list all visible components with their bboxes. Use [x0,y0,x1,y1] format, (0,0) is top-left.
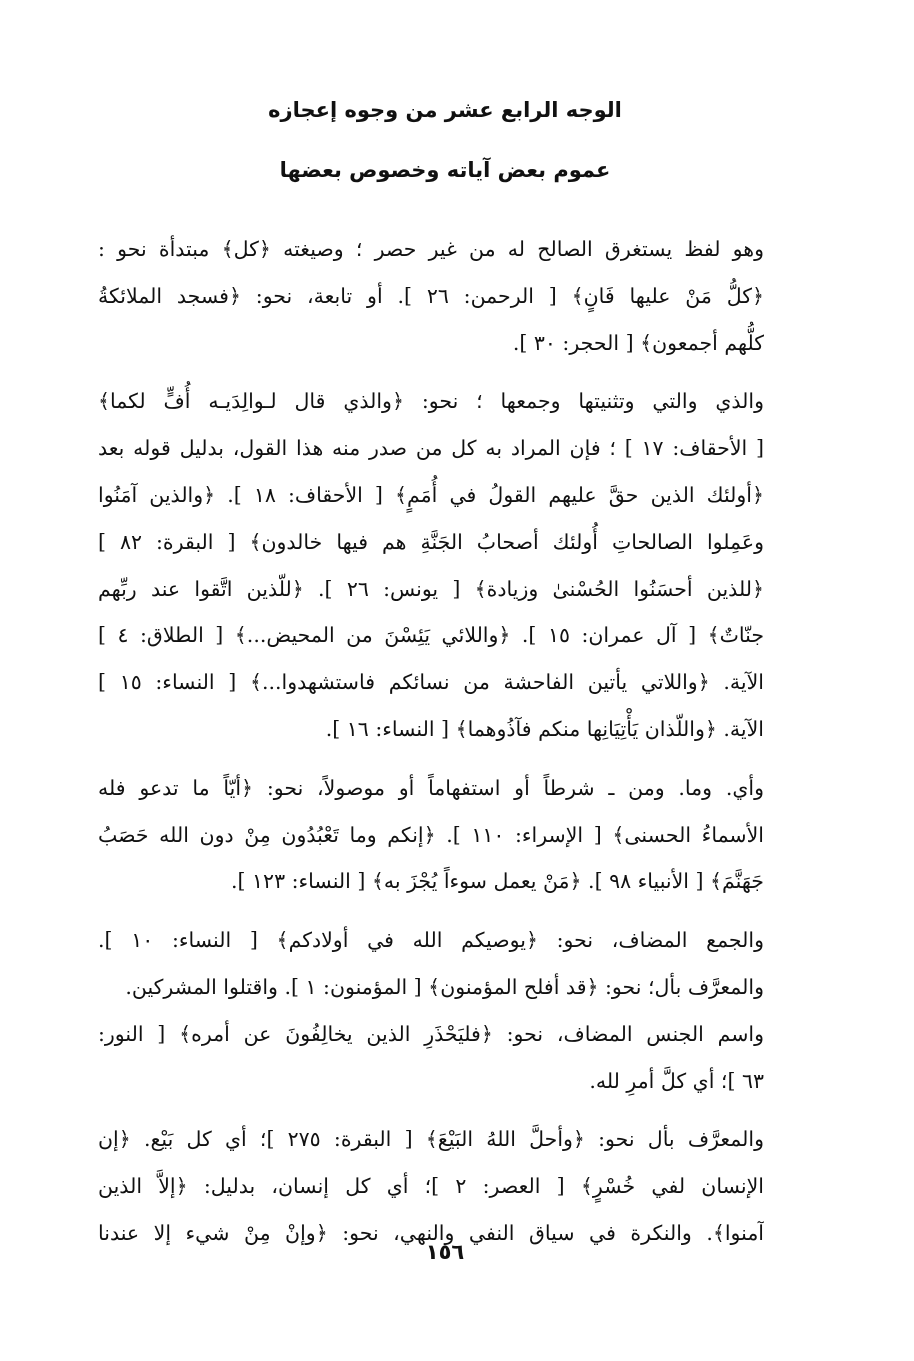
text-line: والجمع المضاف، نحو: ﴿يوصيكم الله في أولادكم﴾ [ النساء: ١٠ ]. [98,928,764,953]
text-line: الأسماءُ الحسنى﴾ [ الإسراء: ١١٠ ]. ﴿إنكم وما تَعْبُدُون مِنْ دون الله حَصَبُ [98,822,764,847]
text-line: وعَمِلوا الصالحاتِ أُولئك أصحابُ الجَنَّةِ هم فيها خالدون﴾ [ البقرة: ٨٢ ] [98,529,764,554]
text-line: ٦٣ ]؛ أي كلَّ أمرِ لله. [589,1068,764,1093]
text-line: آمنوا﴾. والنكرة في سياق النفي والنهي، نحو: ﴿وإنْ مِنْ شيء إلا عندنا [98,1220,764,1245]
text-line: والذي والتي وتثنيتها وجمعها ؛ نحو: ﴿والذي قال لـوالِدَيـه أُفٍّ لكما﴾ [98,389,764,414]
text-line: ﴿كلُّ مَنْ عليها فَانٍ﴾ [ الرحمن: ٢٦ ]. أو تابعة، نحو: ﴿فسجد الملائكةُ [98,283,764,308]
paragraph [98,917,764,1011]
text-line: الإنسان لفي خُسْرٍ﴾ [ العصر: ٢ ]؛ أي كل إنسان، بدليل: ﴿إلاَّ الذين [98,1174,764,1199]
page-number: ١٥٦ [425,1240,465,1264]
text-line: الآية. ﴿واللاتي يأتين الفاحشة من نسائكم فاستشهدوا...﴾ [ النساء: ١٥ ] [98,670,764,695]
text-line: ﴿للذين أحسَنُوا الحُسْنىٰ وزيادة﴾ [ يونس: ٢٦ ]. ﴿للّذين اتَّقوا عند ربِّهم [98,576,764,601]
text-line: والمعرَّف بأل نحو: ﴿وأحلَّ اللهُ البَيْعَ﴾ [ البقرة: ٢٧٥ ]؛ أي كل بَيْع. ﴿إن [98,1127,764,1152]
text-line: جنّاتٌ﴾ [ آل عمران: ١٥ ]. ﴿واللائي يَئِسْنَ من المحيض...﴾ [ الطلاق: ٤ ] [98,623,764,648]
text-line: كلُّهم أجمعون﴾ [ الحجر: ٣٠ ]. [512,330,764,355]
text-line: ﴿أولئك الذين حقَّ عليهم القولُ في أُمَمٍ﴾ [ الأحقاف: ١٨ ]. ﴿والذين آمَنُوا [98,482,764,507]
text-line: جَهَنَّمَ﴾ [ الأنبياء ٩٨ ]. ﴿مَنْ يعمل سوءاً يُجْزَ به﴾ [ النساء: ١٢٣ ]. [231,869,764,894]
paragraph [98,378,764,752]
section-subtitle: عموم بعض آياته وخصوص بعضها [279,158,611,182]
text-line: الآية. ﴿واللّذان يَأْتِيَانِها منكم فآذُوهما﴾ [ النساء: ١٦ ]. [325,716,764,741]
paragraph [98,765,764,905]
paragraph [98,1116,764,1256]
paragraph [98,226,764,366]
paragraph [98,1011,764,1105]
text-line: وهو لفظ يستغرق الصالح له من غير حصر ؛ وصيغته ﴿كل﴾ مبتدأة نحو : [98,237,764,261]
text-line: والمعرَّف بأل؛ نحو: ﴿قد أفلح المؤمنون﴾ [ المؤمنون: ١ ]. واقتلوا المشركين. [125,974,764,999]
text-line: وأي. وما. ومن ـ شرطاً أو استفهاماً أو موصولاً، نحو: ﴿أيّاً ما تدعو فله [98,775,764,800]
body-text [98,226,764,1257]
text-line: واسم الجنس المضاف، نحو: ﴿فليَحْذَرِ الذين يخالِفُونَ عن أمره﴾ [ النور: [98,1021,764,1046]
text-line: [ الأحقاف: ١٧ ] ؛ فإن المراد به كل من صدر منه هذا القول، بدليل قوله بعد [98,436,764,461]
section-title: الوجه الرابع عشر من وجوه إعجازه [268,98,622,122]
